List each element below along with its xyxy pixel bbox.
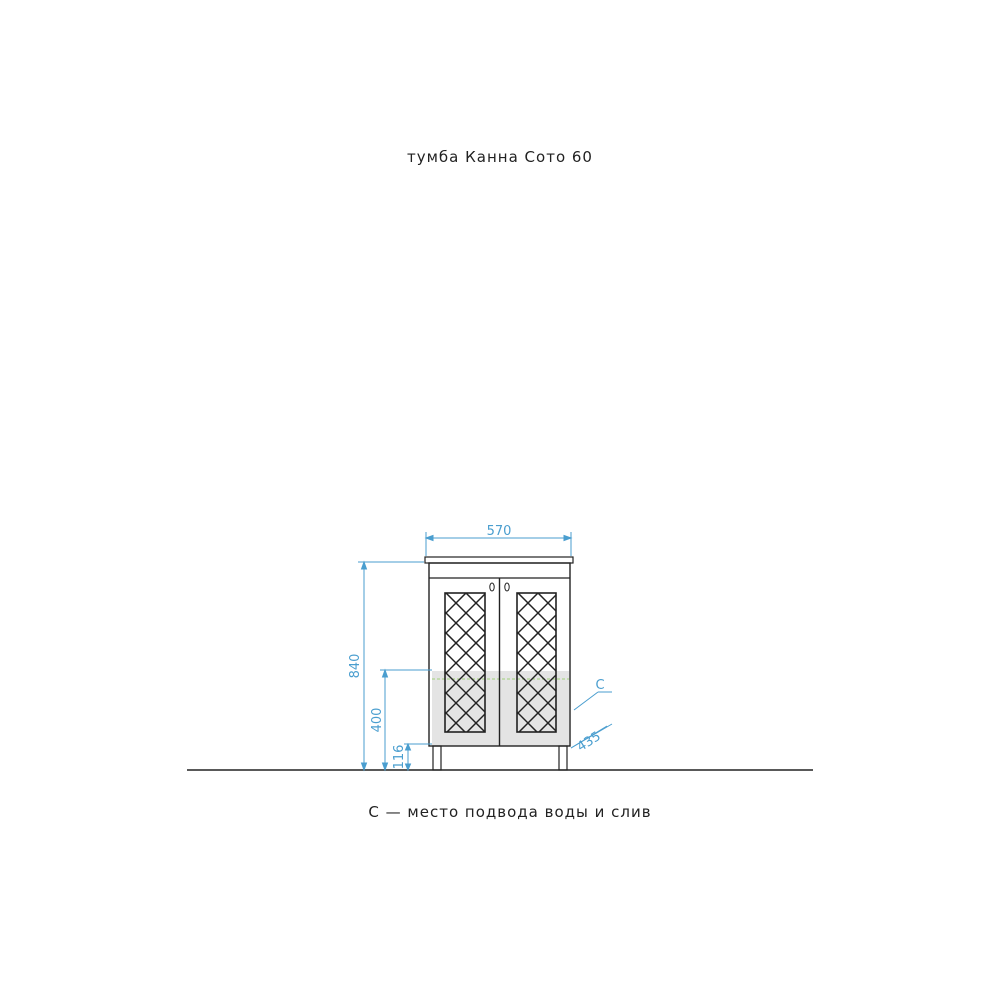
height-dimension-label: 840 <box>348 653 363 679</box>
countertop <box>425 557 573 563</box>
right-door-handle <box>505 583 509 591</box>
left-door-handle <box>490 583 494 591</box>
page-title: тумба Канна Сото 60 <box>407 148 593 166</box>
depth-dimension-label: 435 <box>574 729 604 755</box>
right-leg <box>559 746 567 770</box>
zone-bottom-dimension-label: 116 <box>392 744 407 770</box>
zone-marker-leader <box>574 692 598 710</box>
height-dimension <box>358 562 424 770</box>
zone-top-dimension-label: 400 <box>370 707 385 733</box>
zone-marker-label: С <box>595 678 605 693</box>
left-leg <box>433 746 441 770</box>
width-dimension-label: 570 <box>486 524 512 539</box>
legend-note: С — место подвода воды и слив <box>368 803 652 821</box>
zone-bottom-dimension <box>404 744 432 770</box>
